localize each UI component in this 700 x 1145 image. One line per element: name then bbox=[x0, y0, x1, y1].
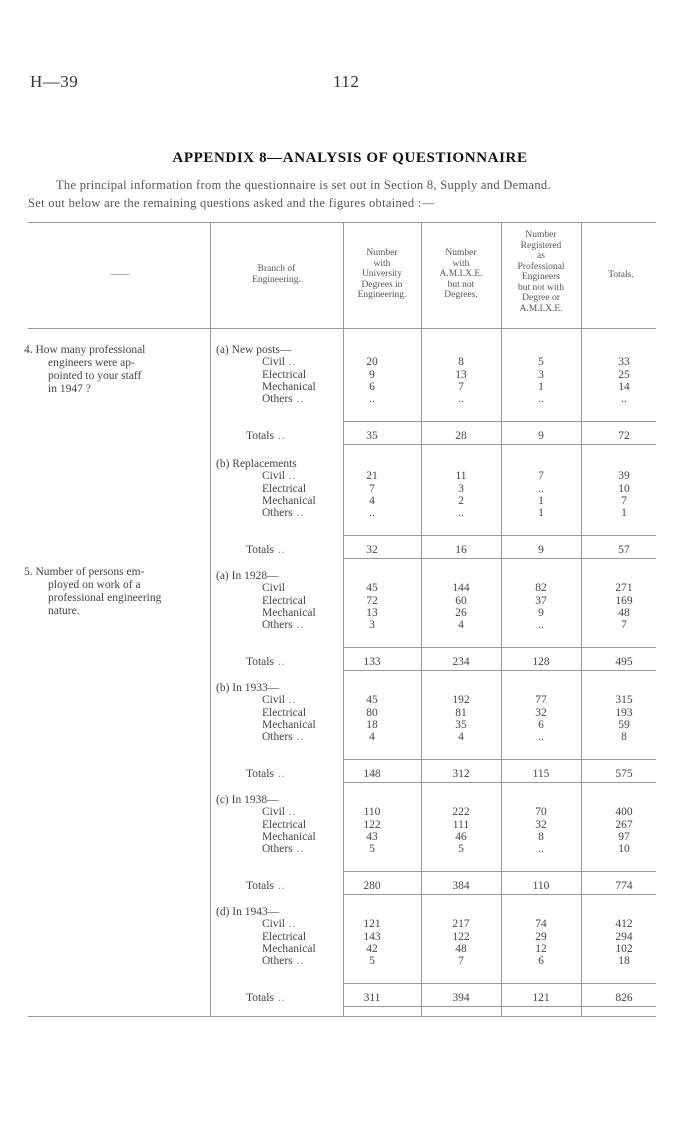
table-cell: .. bbox=[621, 393, 627, 406]
table-cell: .. bbox=[538, 393, 544, 406]
totals-label: Totals .. bbox=[246, 656, 286, 668]
totals-top-rule bbox=[343, 421, 656, 422]
question-text bbox=[24, 344, 210, 396]
table-cell: 4 bbox=[458, 731, 464, 744]
table-cell: 412 bbox=[615, 918, 633, 931]
question-line: pointed to your staff bbox=[48, 370, 142, 382]
leader-dots: .. bbox=[285, 918, 297, 931]
branch-label: Mechanical bbox=[262, 942, 316, 955]
group-label: (d) In 1943— bbox=[216, 906, 280, 918]
table-cell: 81 bbox=[455, 706, 467, 719]
totals-label: Totals .. bbox=[246, 544, 286, 556]
totals-cell: 121 bbox=[532, 992, 550, 1004]
intro-line-1: The principal information from the questionnaire is set out in Section 8, Supply and Demand. bbox=[56, 178, 551, 192]
table-cell: 7 bbox=[458, 955, 464, 968]
totals-cell: 495 bbox=[615, 656, 633, 668]
table-cell: 33 bbox=[618, 356, 630, 369]
question-line: engineers were ap- bbox=[48, 357, 135, 369]
table-cell: 5 bbox=[369, 843, 375, 856]
totals-bottom-rule bbox=[343, 1006, 656, 1007]
leader-dots: .. bbox=[273, 880, 286, 892]
column-divider bbox=[581, 222, 582, 1016]
group-label: (b) In 1933— bbox=[216, 682, 280, 694]
table-cell: .. bbox=[369, 393, 375, 406]
branch-label: Others .. bbox=[262, 393, 305, 406]
table-cell: 1 bbox=[621, 507, 627, 520]
page-title: APPENDIX 8—ANALYSIS OF QUESTIONNAIRE bbox=[172, 150, 528, 166]
table-cell: 74 bbox=[535, 918, 547, 931]
totals-bottom-rule bbox=[343, 558, 656, 559]
registered-column-header: Number Registered as Professional Engineers but not with Degree or A.M.I.X.E. bbox=[517, 230, 565, 314]
table-cell: 5 bbox=[538, 356, 544, 369]
totals-top-rule bbox=[343, 871, 656, 872]
group-label: (c) In 1938— bbox=[216, 794, 279, 806]
totals-cell: 312 bbox=[452, 768, 470, 780]
question-line: 5. Number of persons em- bbox=[24, 566, 145, 578]
table-cell: 32 bbox=[535, 818, 547, 831]
totals-label: Totals .. bbox=[246, 992, 286, 1004]
table-cell: 7 bbox=[621, 494, 627, 507]
leader-dots: .. bbox=[285, 806, 297, 819]
table-cell: 143 bbox=[363, 930, 381, 943]
totals-cell: 110 bbox=[532, 880, 550, 892]
totals-bottom-rule bbox=[343, 782, 656, 783]
table-cell: 1 bbox=[538, 507, 544, 520]
branch-label: Electrical bbox=[262, 594, 307, 607]
table-cell: .. bbox=[538, 619, 544, 632]
table-cell: 7 bbox=[621, 619, 627, 632]
table-cell: 12 bbox=[535, 942, 547, 955]
table-cell: 6 bbox=[538, 955, 544, 968]
table-cell: 10 bbox=[618, 843, 630, 856]
leader-dots: .. bbox=[273, 656, 286, 668]
table-cell: 7 bbox=[458, 380, 464, 393]
intro-line-2: Set out below are the remaining questions asked and the figures obtained :— bbox=[28, 196, 435, 210]
totals-top-rule bbox=[343, 535, 656, 536]
totals-cell: 35 bbox=[366, 430, 378, 442]
totals-cell: 148 bbox=[363, 768, 381, 780]
table-cell: 77 bbox=[535, 694, 547, 707]
table-cell: 9 bbox=[538, 606, 544, 619]
table-cell: 122 bbox=[363, 818, 381, 831]
totals-label: Totals .. bbox=[246, 430, 286, 442]
table-cell: 45 bbox=[366, 582, 378, 595]
table-cell: 315 bbox=[615, 694, 633, 707]
table-cell: 42 bbox=[366, 942, 378, 955]
column-divider bbox=[343, 222, 344, 1016]
leader-dots: .. bbox=[273, 992, 286, 1004]
branch-label: Mechanical bbox=[262, 380, 316, 393]
page-header-ref: H—39 bbox=[30, 72, 79, 91]
table-cell: 4 bbox=[458, 619, 464, 632]
table-cell: 267 bbox=[615, 818, 633, 831]
leader-dots: .. bbox=[292, 843, 305, 856]
branch-label: Others .. bbox=[262, 619, 305, 632]
table-cell: 48 bbox=[455, 942, 467, 955]
table-cell: .. bbox=[458, 507, 464, 520]
branch-label: Civil .. bbox=[262, 356, 297, 369]
table-cell: .. bbox=[369, 507, 375, 520]
table-cell: 6 bbox=[538, 718, 544, 731]
totals-top-rule bbox=[343, 759, 656, 760]
table-cell: 10 bbox=[618, 482, 630, 495]
table-cell: 8 bbox=[621, 731, 627, 744]
table-cell: 20 bbox=[366, 356, 378, 369]
totals-cell: 72 bbox=[618, 430, 630, 442]
totals-cell: 280 bbox=[363, 880, 381, 892]
totals-cell: 9 bbox=[538, 544, 544, 556]
table-cell: 18 bbox=[366, 718, 378, 731]
leader-dots: .. bbox=[285, 694, 297, 707]
branch-label: Electrical bbox=[262, 818, 307, 831]
table-cell: 111 bbox=[452, 818, 470, 831]
group-label: (b) Replacements bbox=[216, 458, 297, 470]
group-label: (a) In 1928— bbox=[216, 570, 279, 582]
table-cell: 400 bbox=[615, 806, 633, 819]
table-cell: 6 bbox=[369, 380, 375, 393]
table-cell: 37 bbox=[535, 594, 547, 607]
table-cell: 13 bbox=[455, 368, 467, 381]
table-cell: 217 bbox=[452, 918, 470, 931]
question-column-header: —— bbox=[110, 270, 130, 280]
totals-cell: 384 bbox=[452, 880, 470, 892]
table-cell: 169 bbox=[615, 594, 633, 607]
table-cell: 14 bbox=[618, 380, 630, 393]
totals-cell: 133 bbox=[363, 656, 381, 668]
header-bottom-rule bbox=[28, 328, 656, 329]
table-cell: 1 bbox=[538, 494, 544, 507]
table-cell: 2 bbox=[458, 494, 464, 507]
table-cell: 13 bbox=[366, 606, 378, 619]
totals-bottom-rule bbox=[343, 670, 656, 671]
table-cell: 48 bbox=[618, 606, 630, 619]
table-cell: 192 bbox=[452, 694, 470, 707]
totals-label: Totals .. bbox=[246, 768, 286, 780]
question-text bbox=[24, 566, 210, 618]
branch-label: Civil .. bbox=[262, 918, 297, 931]
leader-dots: .. bbox=[285, 356, 297, 369]
totals-bottom-rule bbox=[343, 444, 656, 445]
leader-dots: .. bbox=[292, 955, 305, 968]
page-number: 112 bbox=[333, 72, 360, 91]
table-cell: 60 bbox=[455, 594, 467, 607]
table-cell: 7 bbox=[369, 482, 375, 495]
totals-cell: 32 bbox=[366, 544, 378, 556]
branch-label: Mechanical bbox=[262, 494, 316, 507]
table-cell: 7 bbox=[538, 470, 544, 483]
branch-label: Civil bbox=[262, 582, 286, 595]
totals-label: Totals .. bbox=[246, 880, 286, 892]
table-cell: 144 bbox=[452, 582, 470, 595]
table-cell: 3 bbox=[458, 482, 464, 495]
leader-dots: .. bbox=[292, 393, 305, 406]
table-cell: 72 bbox=[366, 594, 378, 607]
totals-cell: 826 bbox=[615, 992, 633, 1004]
table-cell: 59 bbox=[618, 718, 630, 731]
leader-dots: .. bbox=[273, 430, 286, 442]
table-cell: 121 bbox=[363, 918, 381, 931]
table-cell: 39 bbox=[618, 470, 630, 483]
branch-label: Mechanical bbox=[262, 606, 316, 619]
table-cell: 43 bbox=[366, 830, 378, 843]
degrees-column-header: Number with University Degrees in Engineering. bbox=[357, 248, 407, 300]
table-cell: 32 bbox=[535, 706, 547, 719]
table-cell: 271 bbox=[615, 582, 633, 595]
branch-label: Civil .. bbox=[262, 694, 297, 707]
table-cell: 18 bbox=[618, 955, 630, 968]
totals-cell: 57 bbox=[618, 544, 630, 556]
question-line: professional engineering bbox=[48, 592, 162, 604]
leader-dots: .. bbox=[292, 619, 305, 632]
question-line: in 1947 ? bbox=[48, 383, 91, 395]
branch-label: Others .. bbox=[262, 731, 305, 744]
column-divider bbox=[501, 222, 502, 1016]
table-cell: 1 bbox=[538, 380, 544, 393]
table-cell: 35 bbox=[455, 718, 467, 731]
table-cell: 102 bbox=[615, 942, 633, 955]
table-cell: .. bbox=[458, 393, 464, 406]
branch-label: Mechanical bbox=[262, 718, 316, 731]
group-label: (a) New posts— bbox=[216, 344, 292, 356]
totals-cell: 234 bbox=[452, 656, 470, 668]
table-cell: 45 bbox=[366, 694, 378, 707]
table-cell: 4 bbox=[369, 494, 375, 507]
totals-cell: 575 bbox=[615, 768, 633, 780]
table-cell: 110 bbox=[363, 806, 381, 819]
branch-label: Mechanical bbox=[262, 830, 316, 843]
leader-dots: .. bbox=[273, 544, 286, 556]
table-cell: .. bbox=[538, 731, 544, 744]
totals-bottom-rule bbox=[343, 894, 656, 895]
leader-dots: .. bbox=[292, 507, 305, 520]
totals-cell: 774 bbox=[615, 880, 633, 892]
table-cell: 9 bbox=[369, 368, 375, 381]
branch-label: Others .. bbox=[262, 955, 305, 968]
table-cell: .. bbox=[538, 482, 544, 495]
table-cell: 8 bbox=[458, 356, 464, 369]
table-cell: 3 bbox=[538, 368, 544, 381]
totals-cell: 394 bbox=[452, 992, 470, 1004]
branch-label: Electrical bbox=[262, 706, 307, 719]
column-divider bbox=[421, 222, 422, 1016]
totals-top-rule bbox=[343, 983, 656, 984]
branch-label: Others .. bbox=[262, 843, 305, 856]
table-bottom-rule bbox=[28, 1016, 656, 1017]
table-cell: 222 bbox=[452, 806, 470, 819]
branch-label: Others .. bbox=[262, 507, 305, 520]
question-line: ployed on work of a bbox=[48, 579, 141, 591]
table-cell: 294 bbox=[615, 930, 633, 943]
totals-cell: 128 bbox=[532, 656, 550, 668]
table-cell: 25 bbox=[618, 368, 630, 381]
branch-label: Electrical bbox=[262, 482, 307, 495]
table-cell: 46 bbox=[455, 830, 467, 843]
table-top-rule bbox=[28, 222, 656, 223]
table-cell: 3 bbox=[369, 619, 375, 632]
branch-label: Civil .. bbox=[262, 806, 297, 819]
totals-column-header: Totals. bbox=[608, 270, 634, 280]
table-cell: 122 bbox=[452, 930, 470, 943]
leader-dots: .. bbox=[273, 768, 286, 780]
column-divider bbox=[210, 222, 211, 1016]
question-line: 4. How many professional bbox=[24, 344, 146, 356]
table-cell: 80 bbox=[366, 706, 378, 719]
table-cell: 8 bbox=[538, 830, 544, 843]
leader-dots: .. bbox=[292, 731, 305, 744]
totals-cell: 9 bbox=[538, 430, 544, 442]
totals-cell: 115 bbox=[532, 768, 550, 780]
table-cell: .. bbox=[538, 843, 544, 856]
table-cell: 29 bbox=[535, 930, 547, 943]
table-cell: 97 bbox=[618, 830, 630, 843]
branch-column-header: Branch of Engineering. bbox=[252, 264, 301, 285]
table-cell: 82 bbox=[535, 582, 547, 595]
branch-label: Civil .. bbox=[262, 470, 297, 483]
table-cell: 11 bbox=[455, 470, 467, 483]
table-cell: 4 bbox=[369, 731, 375, 744]
intro-paragraph bbox=[28, 176, 676, 212]
table-cell: 193 bbox=[615, 706, 633, 719]
branch-label: Electrical bbox=[262, 368, 307, 381]
table-cell: 5 bbox=[369, 955, 375, 968]
branch-label: Electrical bbox=[262, 930, 307, 943]
table-cell: 70 bbox=[535, 806, 547, 819]
leader-dots: .. bbox=[285, 470, 297, 483]
amiee-column-header: Number with A.M.I.X.E. but not Degrees. bbox=[439, 248, 483, 300]
totals-cell: 311 bbox=[363, 992, 381, 1004]
table-cell: 5 bbox=[458, 843, 464, 856]
question-line: nature. bbox=[48, 605, 80, 617]
totals-cell: 28 bbox=[455, 430, 467, 442]
totals-cell: 16 bbox=[455, 544, 467, 556]
table-cell: 26 bbox=[455, 606, 467, 619]
table-cell: 21 bbox=[366, 470, 378, 483]
totals-top-rule bbox=[343, 647, 656, 648]
